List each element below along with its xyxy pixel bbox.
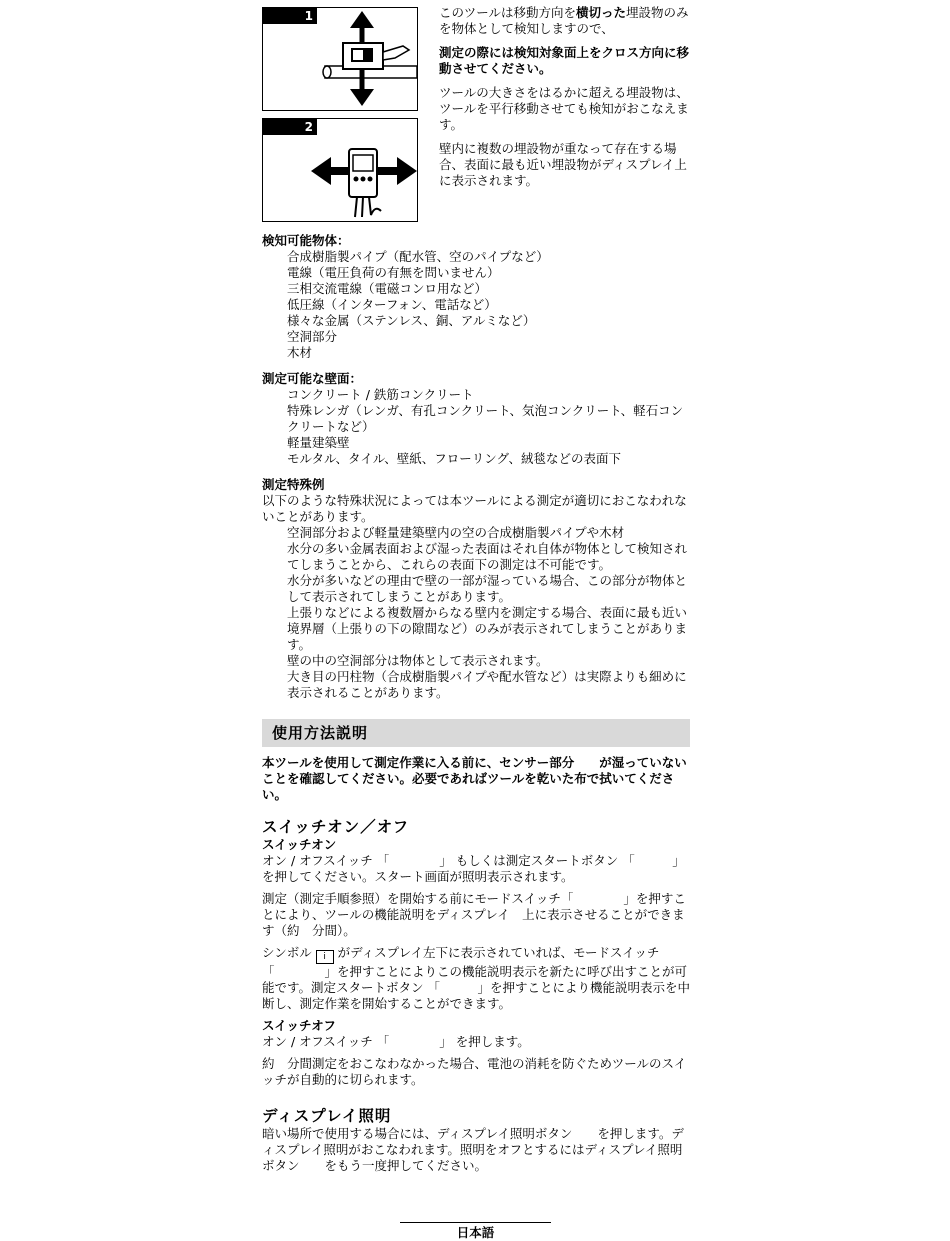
list-item: 上張りなどによる複数層からなる壁内を測定する場合、表面に最も近い境界層（上張りの下の隙間など）のみが表示されてしまうことがあります。 xyxy=(287,605,688,652)
list-item: 電線（電圧負荷の有無を問いません） xyxy=(287,265,500,280)
usage-warning: 本ツールを使用して測定作業に入る前に、センサー部分 が湿っていないことを確認してください。必要であればツールを乾いた布で拭いてください。 xyxy=(262,755,687,802)
arrow-left-icon xyxy=(311,157,331,185)
display-light-title: ディスプレイ照明 xyxy=(262,1107,392,1125)
list-item: 木材 xyxy=(287,345,313,360)
list-item: 様々な金属（ステンレス、銅、アルミなど） xyxy=(287,313,536,328)
special-heading: 測定特殊例 xyxy=(262,477,325,492)
arrow-right-icon xyxy=(397,157,417,185)
switch-off-paragraph-1: オン / オフスイッチ 「 」 を押します。 xyxy=(262,1034,530,1049)
detectable-section xyxy=(262,233,690,361)
list-item: 水分が多いなどの理由で壁の一部が湿っている場合、この部分が物体として表示されてしまうことがあります。 xyxy=(287,573,688,604)
hand-shape xyxy=(383,46,409,60)
special-intro: 以下のような特殊状況によっては本ツールによる測定が適切におこなわれないことがあります。 xyxy=(262,493,687,524)
figure-2 xyxy=(262,118,418,222)
list-item: 水分の多い金属表面および湿った表面はそれ自体が物体として検知されてしまうことから、これらの表面下の測定は不可能です。 xyxy=(287,541,688,572)
usage-section-header: 使用方法説明 xyxy=(262,719,690,747)
arrow-up-icon xyxy=(350,11,374,28)
detectable-heading: 検知可能物体： xyxy=(262,233,350,248)
list-item: 空洞部分および軽量建築壁内の空の合成樹脂製パイプや木材 xyxy=(287,525,625,540)
footer-language: 日本語 xyxy=(456,1225,495,1240)
figure-2-label: 2 xyxy=(263,119,317,135)
main-column xyxy=(262,233,690,1174)
switch-on-paragraph-3: シンボル i がディスプレイ左下に表示されていれば、モードスイッチ「 」を押すことによりこの機能説明表示を新たに呼び出すことが可能です。測定スタートボタン 「 」を押すことにより機能説明表示を中断し、測定作業を開始することができます。 xyxy=(262,945,690,1011)
list-item: 空洞部分 xyxy=(287,329,338,344)
surfaces-list xyxy=(262,387,690,467)
switch-off-heading: スイッチオフ xyxy=(262,1018,336,1033)
intro-paragraph-2: 測定の際には検知対象面上をクロス方向に移動させてください。 xyxy=(439,45,690,76)
special-section xyxy=(262,477,690,701)
intro-text xyxy=(439,5,690,197)
display-light-paragraph: 暗い場所で使用する場合には、ディスプレイ照明ボタン を押します。ディスプレイ照明がおこなわれます。照明をオフとするにはディスプレイ照明ボタン をもう一度押してください。 xyxy=(262,1126,684,1173)
footer-rule xyxy=(400,1222,551,1223)
list-item: 特殊レンガ（レンガ、有孔コンクリート、気泡コンクリート、軽石コンクリートなど） xyxy=(287,403,684,434)
vertical-scan-illustration xyxy=(263,8,417,110)
list-item: 壁の中の空洞部分は物体として表示されます。 xyxy=(287,653,549,668)
switch-off-paragraph-2: 約 分間測定をおこなわなかった場合、電池の消耗を防ぐためツールのスイッチが自動的に切られます。 xyxy=(262,1056,687,1087)
special-list xyxy=(262,525,690,701)
figure-1 xyxy=(262,7,418,111)
surfaces-section xyxy=(262,371,690,467)
intro-paragraph-3: ツールの大きさをはるかに超える埋設物は、ツールを平行移動させても検知がおこなえます。 xyxy=(439,85,689,132)
switch-title: スイッチオン／オフ xyxy=(262,818,410,836)
surfaces-heading: 測定可能な壁面： xyxy=(262,371,363,386)
detectable-list xyxy=(262,249,690,361)
switch-on-paragraph-2: 測定（測定手順参照）を開始する前にモードスイッチ「 」を押すことにより、ツールの機能説明をディスプレイ 上に表示させることができます（約 分間）。 xyxy=(262,891,686,938)
list-item: モルタル、タイル、壁紙、フローリング、絨毯などの表面下 xyxy=(287,451,622,466)
list-item: 合成樹脂製パイプ（配水管、空のパイプなど） xyxy=(287,249,549,264)
list-item: コンクリート / 鉄筋コンクリート xyxy=(287,387,474,402)
figure-1-label: 1 xyxy=(263,8,317,24)
intro-paragraph-4: 壁内に複数の埋設物が重なって存在する場合、表面に最も近い埋設物がディスプレイ上に表示されます。 xyxy=(439,141,687,188)
hand-shape xyxy=(355,197,381,217)
list-item: 三相交流電線（電磁コンロ用など） xyxy=(287,281,488,296)
horizontal-scan-illustration xyxy=(263,119,417,221)
list-item: 大き目の円柱物（合成樹脂製パイプや配水管など）は実際よりも細めに表示されることがあります。 xyxy=(287,669,687,700)
intro-paragraph-1: このツールは移動方向を横切った埋設物のみを物体として検知しますので、 xyxy=(439,5,689,36)
list-item: 低圧線（インターフォン、電話など） xyxy=(287,297,497,312)
arrow-down-icon xyxy=(350,89,374,106)
list-item: 軽量建築壁 xyxy=(287,435,350,450)
switch-on-heading: スイッチオン xyxy=(262,837,337,852)
book-icon: i xyxy=(316,950,334,964)
switch-on-paragraph-1: オン / オフスイッチ 「 」 もしくは測定スタートボタン 「 」 を押してください。スタート画面が照明表示されます。 xyxy=(262,853,685,884)
